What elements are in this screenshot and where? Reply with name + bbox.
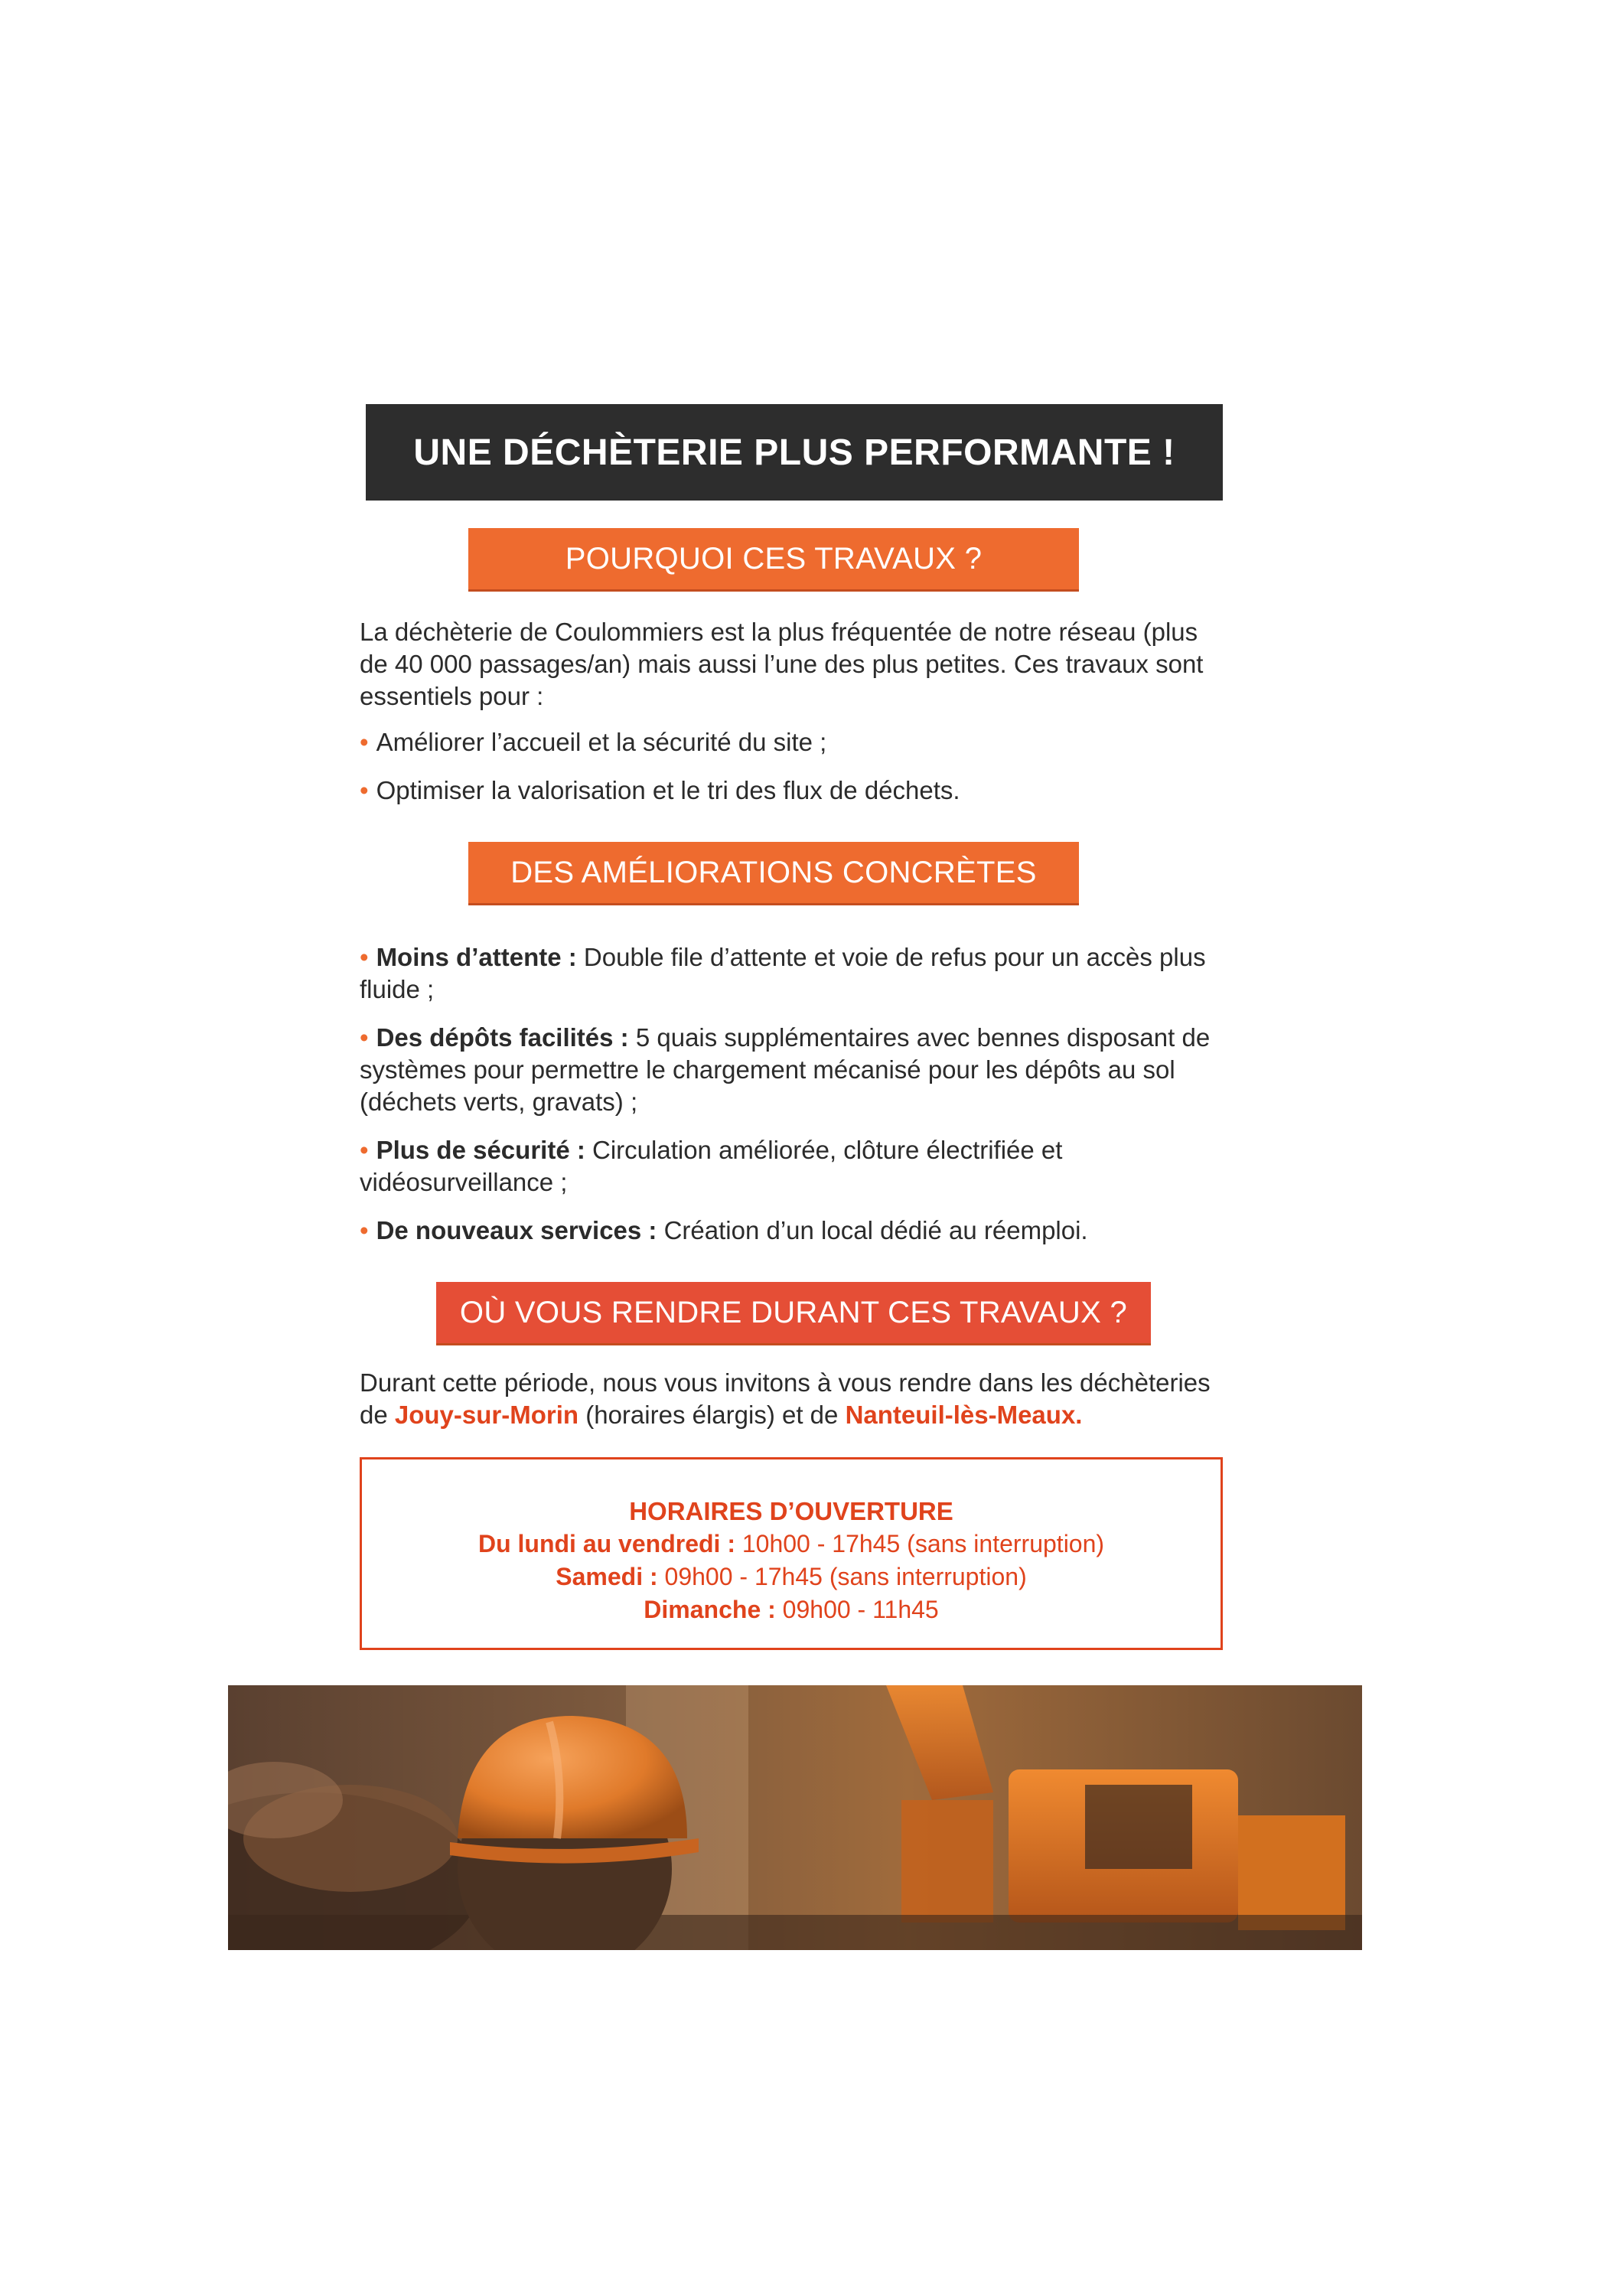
list-item: • Moins d’attente : Double file d’attente et voie de refus pour un accès plus fluide ; — [360, 943, 1206, 1003]
section-alternatives-body — [360, 1367, 1224, 1431]
bullet-icon: • — [360, 728, 369, 756]
hours-title: HORAIRES D’OUVERTURE — [629, 1497, 953, 1525]
hours-line-saturday: Samedi : 09h00 - 17h45 (sans interruption) — [556, 1563, 1027, 1590]
bullet-icon: • — [360, 776, 369, 804]
list-item: • Améliorer l’accueil et la sécurité du site ; — [360, 728, 827, 756]
section-why-body — [360, 616, 1224, 823]
list-item: • Des dépôts facilités : 5 quais supplémentaires avec bennes disposant de systèmes pour permettre le chargement mécanisé pour les dépôts au sol (déchets verts, gravats) ; — [360, 1023, 1211, 1116]
section-heading-improvements: DES AMÉLIORATIONS CONCRÈTES — [468, 842, 1079, 905]
section-heading-alternatives: OÙ VOUS RENDRE DURANT CES TRAVAUX ? — [436, 1282, 1151, 1345]
section-heading-why: POURQUOI CES TRAVAUX ? — [468, 528, 1079, 592]
bullet-icon: • — [360, 1136, 369, 1164]
hours-line-weekdays: Du lundi au vendredi : 10h00 - 17h45 (sans interruption) — [477, 1530, 1105, 1557]
site-jouy-sur-morin: Jouy-sur-Morin — [394, 1401, 579, 1429]
main-title: UNE DÉCHÈTERIE PLUS PERFORMANTE ! — [366, 404, 1223, 501]
construction-photo — [228, 1685, 1362, 1950]
hours-line-sunday: Dimanche : 09h00 - 11h45 — [644, 1596, 939, 1623]
bullet-icon: • — [360, 1216, 369, 1244]
site-nanteuil-les-meaux: Nanteuil-lès-Meaux. — [845, 1401, 1083, 1429]
alternatives-paragraph: Durant cette période, nous vous invitons à vous rendre dans les déchèteries de Jouy-sur-Morin (horaires élargis) et de Nanteuil-lès-Meaux. — [360, 1368, 1211, 1429]
construction-photo-illustration — [228, 1685, 1362, 1950]
opening-hours-box — [360, 1457, 1223, 1650]
list-item: • Optimiser la valorisation et le tri des flux de déchets. — [360, 776, 960, 804]
list-item: • Plus de sécurité : Circulation améliorée, clôture électrifiée et vidéosurveillance ; — [360, 1136, 1063, 1196]
section-improvements-body — [360, 941, 1224, 1263]
list-item: • De nouveaux services : Création d’un local dédié au réemploi. — [360, 1216, 1088, 1244]
bullet-icon: • — [360, 1023, 369, 1052]
intro-paragraph: La déchèterie de Coulommiers est la plus fréquentée de notre réseau (plus de 40 000 passages/an) mais aussi l’une des plus petites. Ces travaux sont essentiels pour : — [360, 618, 1204, 710]
bullet-icon: • — [360, 943, 369, 971]
